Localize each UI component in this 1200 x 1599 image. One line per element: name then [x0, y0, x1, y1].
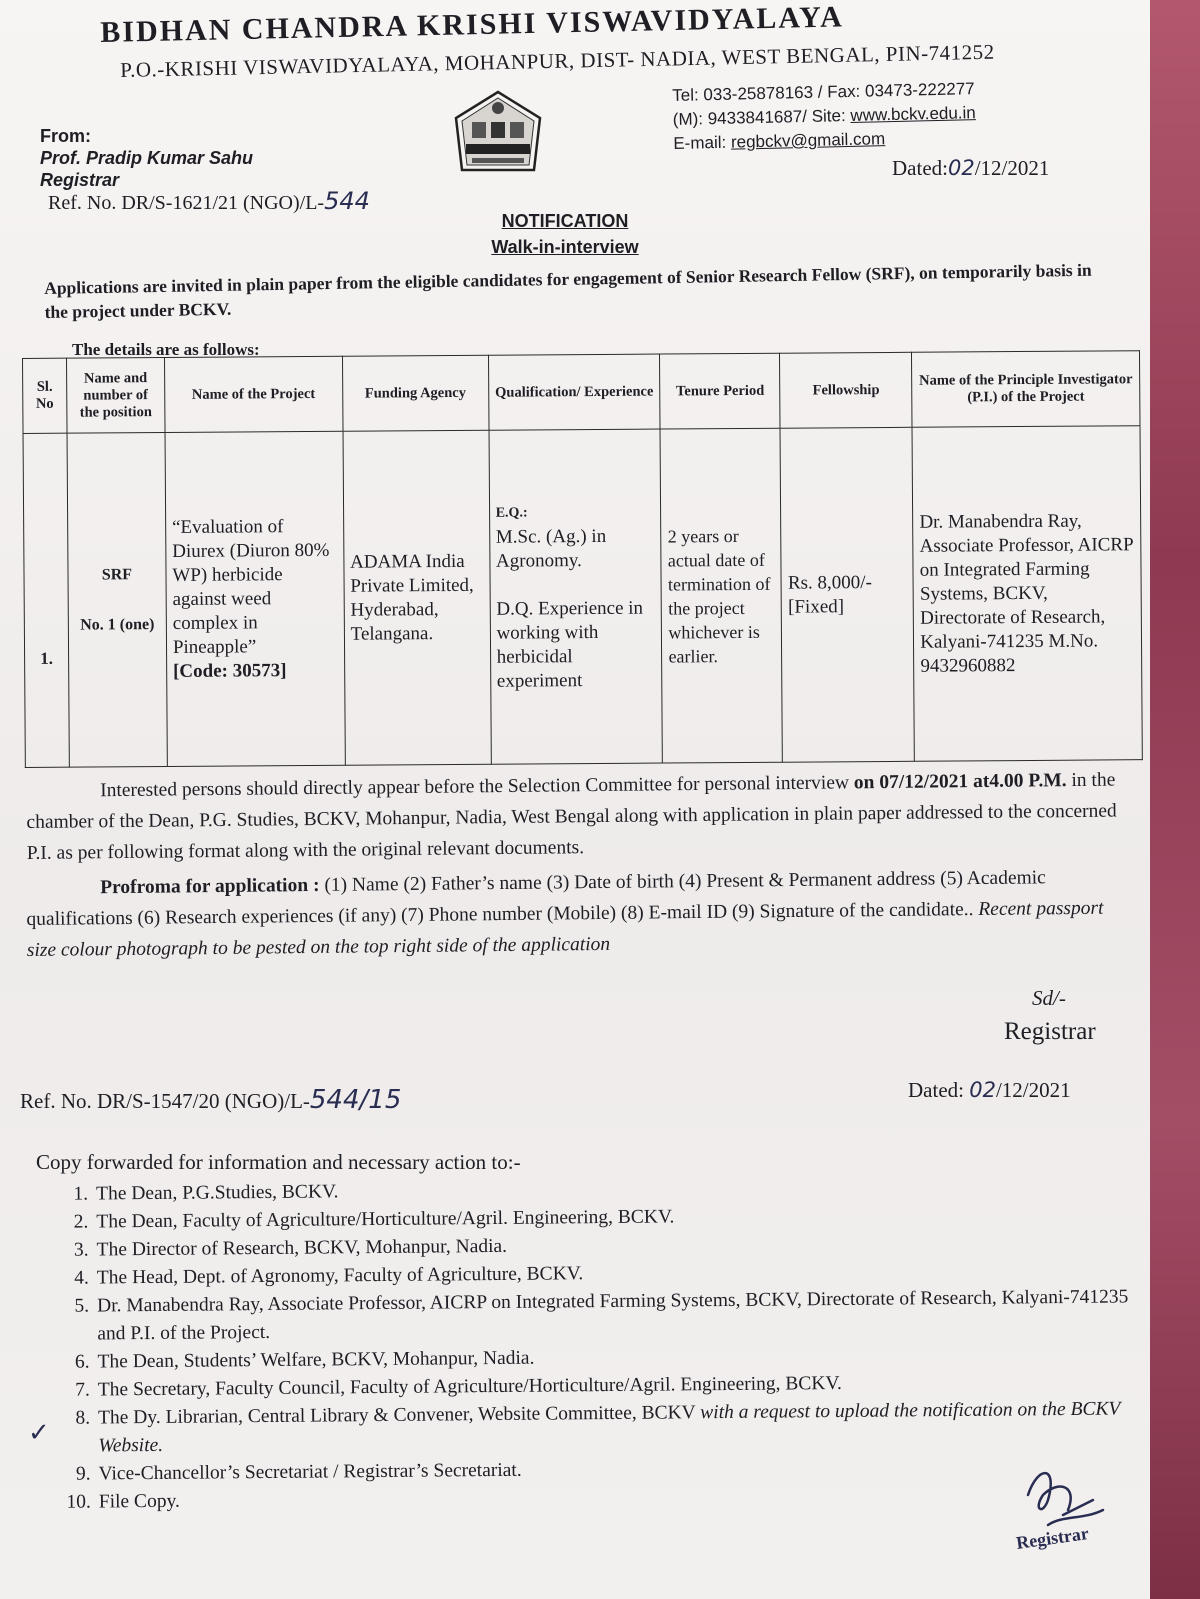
eq-text: M.Sc. (Ag.) in Agronomy.	[495, 525, 607, 572]
copy-list	[36, 1171, 1159, 1517]
project-code: [Code: 30573]	[172, 659, 287, 682]
cell-sl: 1.	[23, 433, 69, 767]
list-item: 10. File Copy.	[66, 1490, 180, 1513]
from-block	[40, 125, 253, 191]
position-name: SRF	[101, 565, 133, 583]
position-number: No. 1 (one)	[80, 615, 155, 634]
copy-forwarded-title: Copy forwarded for information and necessary action to:-	[36, 1150, 521, 1174]
header-tenure: Tenure Period	[660, 353, 780, 429]
cell-funding: ADAMA India Private Limited, Hyderabad, Telangana.	[343, 430, 491, 765]
cell-qualification	[489, 429, 663, 764]
registrar-signatory: Registrar	[1004, 1018, 1096, 1045]
registrar-stamp: Registrar	[1014, 1523, 1090, 1553]
cell-tenure: 2 years or actual date of termination of the project whichever is earlier.	[660, 428, 782, 763]
list-item: 6. The Dean, Students’ Welfare, BCKV, Mohanpur, Nadia.	[74, 1347, 535, 1373]
list-item: 1. The Dean, P.G.Studies, BCKV.	[73, 1181, 339, 1205]
list-item: 2. The Dean, Faculty of Agriculture/Horticulture/Agril. Engineering, BCKV.	[73, 1206, 675, 1233]
photo-note: Recent passport size colour photograph to be pested on the top right side of the application	[26, 897, 1104, 961]
dated-bottom: Dated: 02/12/2021	[908, 1078, 1071, 1102]
ref-number-bottom: Ref. No. DR/S-1547/20 (NGO)/L-544/15	[20, 1085, 402, 1115]
list-item: 9. Vice-Chancellor’s Secretariat / Registrar’s Secretariat.	[75, 1459, 522, 1485]
notification-heading: NOTIFICATION	[501, 211, 629, 231]
ref-bottom-handwritten: 544/15	[309, 1085, 402, 1115]
project-name: “Evaluation of Diurex (Diuron 80% WP) herbicide against weed complex in Pineapple”	[171, 515, 330, 658]
university-logo-icon	[452, 90, 544, 182]
table-row	[23, 426, 1142, 768]
site-link[interactable]: www.bckv.edu.in	[850, 103, 976, 125]
header-funding: Funding Agency	[342, 355, 488, 431]
contact-block	[672, 77, 977, 156]
proforma-paragraph: Profroma for application : (1) Name (2) Father’s name (3) Date of birth (4) Present & Permanent address (5) Academic qualifications (6) Research experiences (if any) (7) Phone number (Mobile) (8) E-mail ID (9) Signature of the candidate.. Recent passport size colour photograph to be pested on the top right side of the application	[26, 867, 1104, 961]
university-name: BIDHAN CHANDRA KRISHI VISWAVIDYALAYA	[100, 0, 845, 49]
header-pi: Name of the Principle Investigator (P.I.) of the Project	[912, 351, 1140, 428]
cell-fellowship: Rs. 8,000/- [Fixed]	[780, 427, 914, 762]
interview-date: on 07/12/2021 at4.00 P.M.	[853, 770, 1067, 794]
from-name: Prof. Pradip Kumar Sahu	[40, 148, 254, 168]
interview-paragraph: Interested persons should directly appear before the Selection Committee for personal interview on 07/12/2021 at4.00 P.M. in the chamber of the Dean, P.G. Studies, BCKV, Mohanpur, Nadia, West Bengal along with application in plain paper addressed to the concerned P.I. as per following format along with the original relevant documents.	[26, 769, 1117, 864]
header-position: Name and number of the position	[66, 358, 164, 434]
contact-mobile: (M): 9433841687/ Site: www.bckv.edu.in	[672, 103, 976, 129]
ref-handwritten: 544	[324, 187, 370, 215]
header-fellowship: Fellowship	[780, 352, 912, 428]
header-qualification: Qualification/ Experience	[488, 354, 660, 430]
details-label: The details are as follows:	[72, 340, 260, 359]
dq-text: D.Q. Experience in working with herbicidal experiment	[496, 597, 644, 692]
upload-request-note: with a request to upload the notification on the BCKV Website.	[98, 1398, 1121, 1457]
proforma-label: Profroma for application :	[100, 874, 320, 899]
cell-project	[165, 431, 345, 766]
walk-in-heading: Walk-in-interview	[491, 237, 639, 257]
dated-bottom-handwritten: 02	[969, 1078, 996, 1102]
checkmark-icon: ✓	[28, 1418, 50, 1447]
dated-handwritten: 02	[947, 156, 975, 180]
cell-position	[67, 433, 167, 768]
header-project: Name of the Project	[164, 356, 342, 432]
university-address: P.O.-KRISHI VISWAVIDYALAYA, MOHANPUR, DIST- NADIA, WEST BENGAL, PIN-741252	[120, 39, 995, 82]
list-item: 4. The Head, Dept. of Agronomy, Faculty of Agriculture, BCKV.	[74, 1263, 584, 1289]
dated-top: Dated:02/12/2021	[892, 156, 1050, 180]
list-item: 5. Dr. Manabendra Ray, Associate Professor, AICRP on Integrated Farming Systems, BCKV, Directorate of Research, Kalyani-741235 and P.I. of the Project.	[74, 1286, 1129, 1345]
intro-text: Applications are invited in plain paper from the eligible candidates for engagement of Senior Research Fellow (SRF), on temporarily basis in the project under BCKV.	[44, 259, 1092, 322]
list-item: 8. The Dy. Librarian, Central Library & Convener, Website Committee, BCKV with a request to upload the notification on the BCKV Website.	[75, 1398, 1121, 1457]
ref-number-top: Ref. No. DR/S-1621/21 (NGO)/L-544	[48, 187, 370, 215]
list-item: 3. The Director of Research, BCKV, Mohanpur, Nadia.	[73, 1235, 508, 1261]
header-sl: Sl. No	[23, 358, 67, 433]
signed-mark: Sd/-	[1032, 986, 1066, 1010]
from-label: From:	[40, 126, 91, 146]
cell-pi: Dr. Manabendra Ray, Associate Professor, AICRP on Integrated Farming Systems, BCKV, Directorate of Research, Kalyani-741235 M.No. 9432960882	[912, 426, 1142, 762]
contact-email: E-mail: regbckv@gmail.com	[673, 129, 886, 153]
list-item: 7. The Secretary, Faculty Council, Faculty of Agriculture/Horticulture/Agril. Engineering, BCKV.	[75, 1372, 842, 1401]
eq-label: E.Q.:	[495, 504, 528, 521]
notification-title	[0, 208, 1130, 260]
contact-tel: Tel: 033-25878163 / Fax: 03473-222277	[672, 79, 975, 105]
positions-table	[22, 350, 1143, 768]
from-title: Registrar	[40, 170, 120, 190]
email-link[interactable]: regbckv@gmail.com	[730, 129, 886, 152]
table-header-row	[23, 351, 1140, 434]
